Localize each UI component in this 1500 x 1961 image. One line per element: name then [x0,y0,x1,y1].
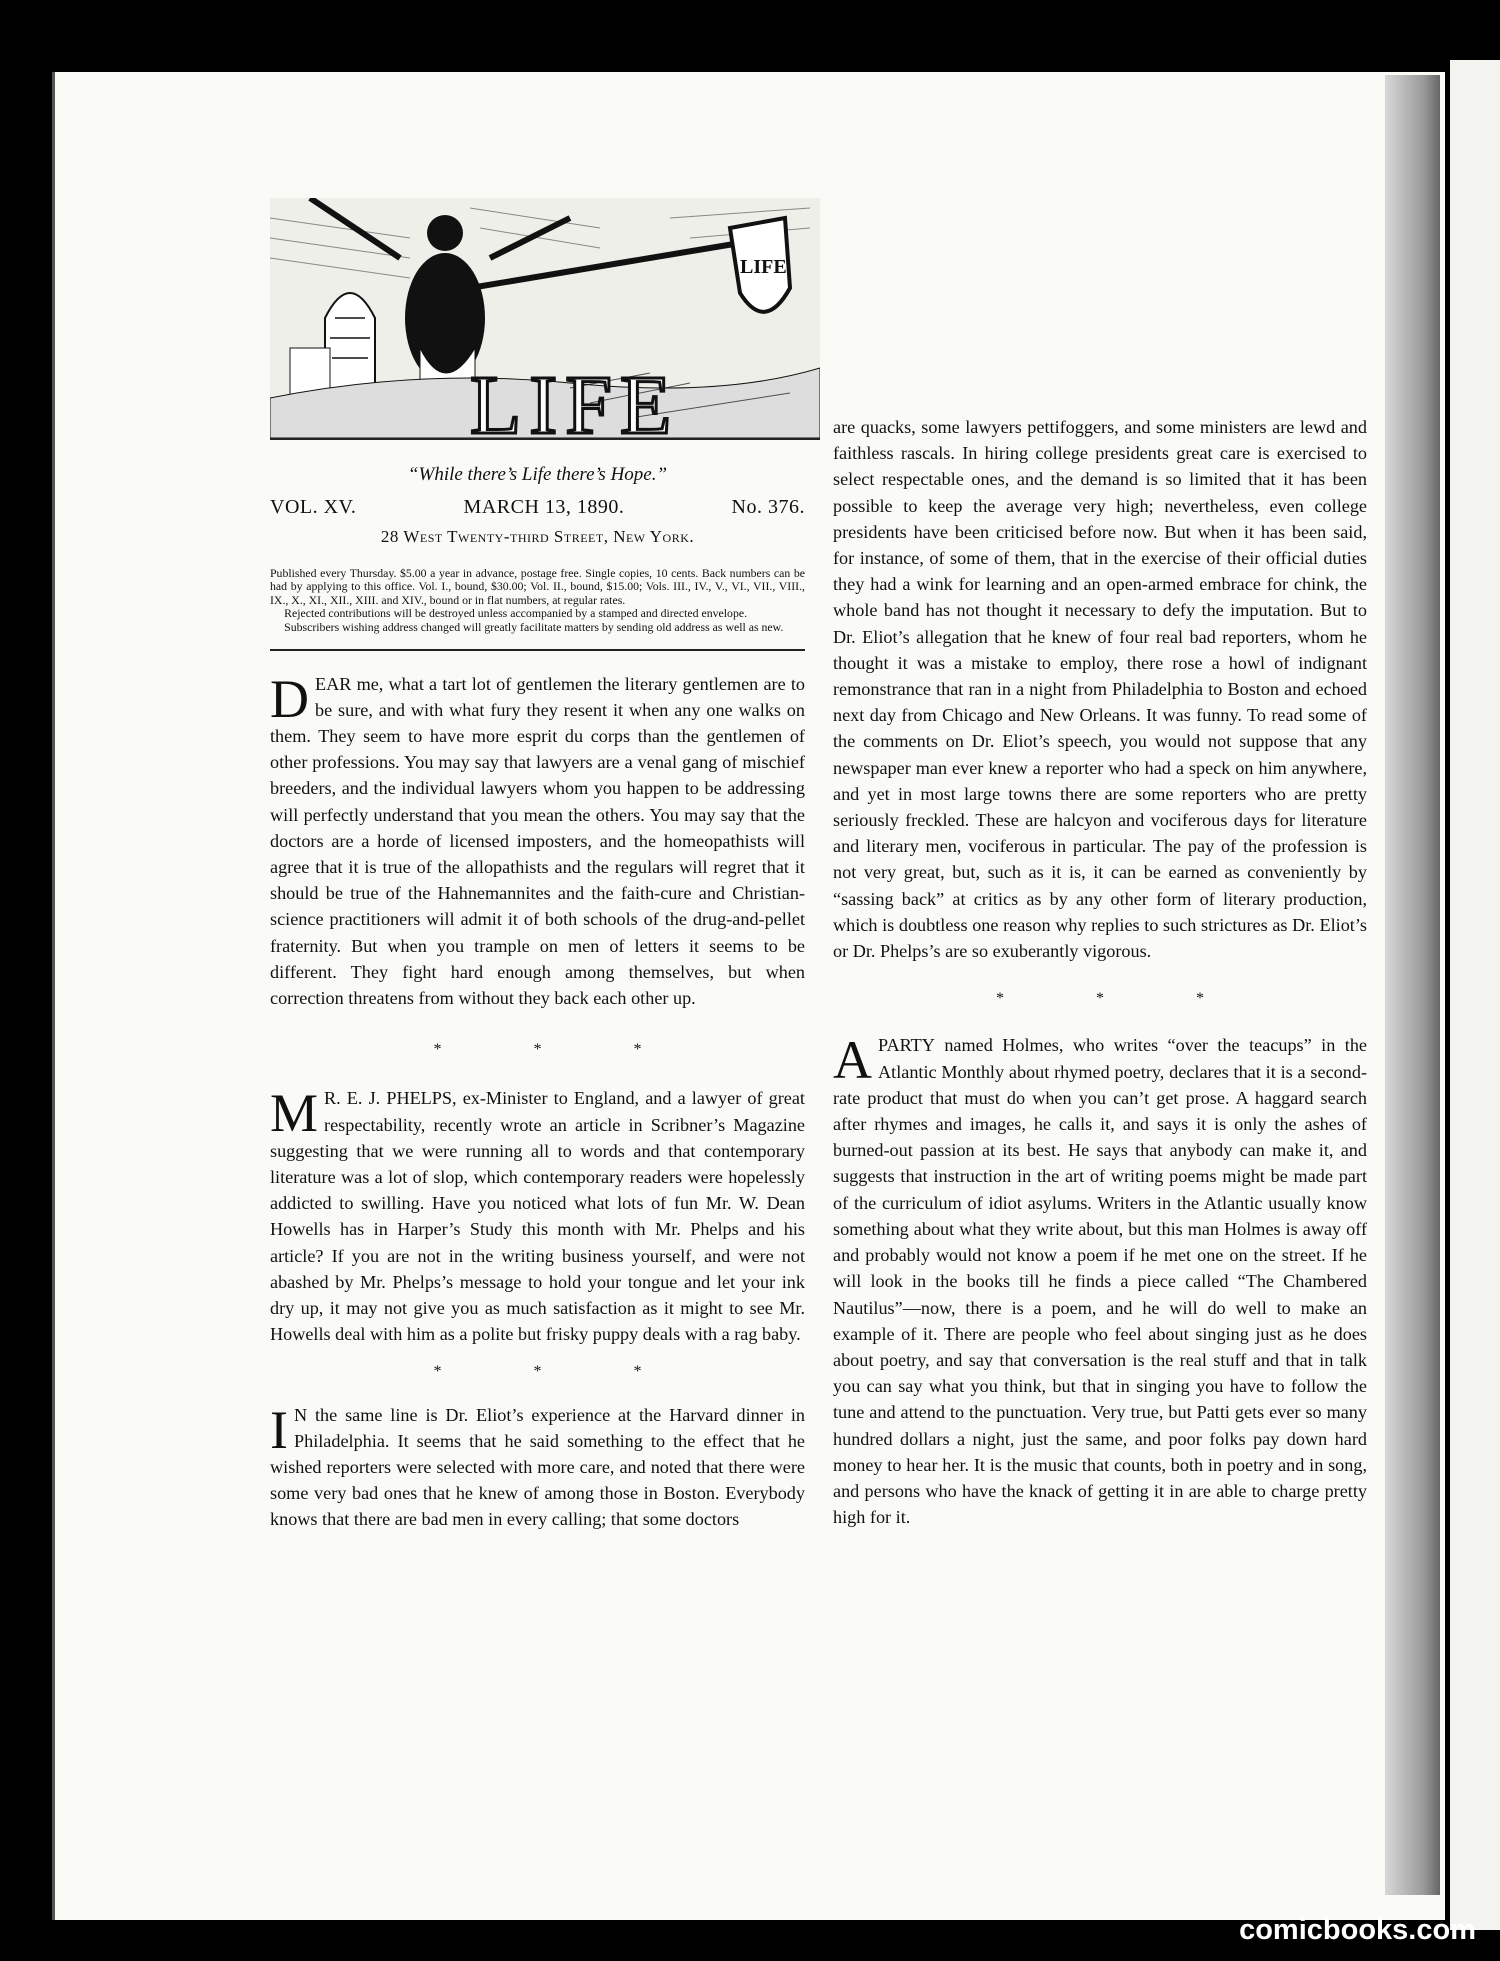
publication-note: Published every Thursday. $5.00 a year in advance, postage free. Single copies, 10 cents. Back numbers can be had by applying to this office. Vol. I., bound, $30.00; Vol. II., bound, $15.00; Vols. III., IV., V., VI., VII., VIII., IX., X., XI., XII., XIII. and XIV., bound or in flat numbers, at regular rates. [270,565,805,607]
article-paragraph [833,1032,1367,1530]
article-continuation: are quacks, some lawyers pettifoggers, and some ministers are lewd and faithless rascals. In hiring college presidents great care is exercised to select respectable ones, and the demand is so limited that it has been possible to keep the average very high; nevertheless, even college presidents have been criticised before now. But when it has been said, for instance, of some of them, that in the exercise of their official duties they had a wink for learning and an open-armed embrace for chink, the whole band has not thought it necessary to defy the imputation. But to Dr. Eliot’s allegation that he knew of four real bad reporters, whom he thought it was a mistake to employ, there rose a howl of indignant remonstrance that ran in a night from Philadelphia to Boston and echoed next day from Chicago and New Orleans. It was funny. To read some of the comments on Dr. Eliot’s speech, you would not suppose that any newspaper man ever knew a reporter who had a speck on him anywhere, and yet in most large towns there are some reporters who are pretty seriously freckled. These are halcyon and vociferous days for literature and literary men, vociferous in particular. The pay of the profession is not very great, but, such as it is, it can be earned as conveniently by “sassing back” at critics as by any other form of literary production, which is doubtless one reason why replies to such strictures as Dr. Eliot’s or Dr. Phelps’s are so exuberantly vigorous. [833,417,1367,962]
section-separator: * * * [433,1363,686,1381]
left-column [270,462,805,1533]
publication-note: Subscribers wishing address changed will greatly facilitate matters by sending old address as well as new. [284,619,784,634]
article-paragraph [270,1399,805,1533]
svg-text:LIFE: LIFE [740,256,787,278]
office-address: 28 West Twenty-third Street, New York. [380,527,695,547]
paragraph-text: the same line is Dr. Eliot’s experience at the Harvard dinner in Philadelphia. It seems that he said something to the effect that he wished reporters were selected with more care, and noted that there were some very bad ones that he knew of among those in Boston. Everybody knows that there are bad men in every calling; that some doctors [270,1404,805,1530]
masthead-motto: “While there’s Life there’s Hope.” [407,464,668,485]
masthead-title: LIFE [470,359,680,438]
drop-cap: M [270,1083,319,1144]
section-rule [270,649,805,651]
lead-words: PARTY [878,1035,935,1056]
paragraph-text: ex-Minister to England, and a lawyer of great respectability, recently wrote an article in Scribner’s Magazine suggesting that we were running all to words and that contemporary literature was a lot of slop, which contemporary readers were hopelessly addicted to swilling. Have you noticed what lots of fun Mr. W. Dean Howells has in Harper’s Study this month with Mr. Phelps and his article? If you are not in the writing business yourself, and were not abashed by Mr. Phelps’s message to hold your tongue and let your ink dry up, it may not give you as much satisfaction as it might to see Mr. Howells deal with him as a polite but frisky puppy deals with a rag baby. [270,1088,805,1345]
issue-date: MARCH 13, 1890. [463,496,625,519]
book-spine-shadow [1385,75,1440,1895]
drop-cap: D [270,668,309,729]
drop-cap: A [833,1030,872,1091]
paragraph-text: named Holmes, who writes “over the teacups” in the Atlantic Monthly about rhymed poetry, declares that it is a second-rate product that must do when you can’t get prose. A haggard search after rhymes and images, he calls it, and says it is only the ashes of burned-out passion at its best. He says that anybody can make it, and suggests that instruction in the art of writing poems might be made part of the curriculum of idiot asylums. Writers in the Atlantic usually know something about what they write about, but this man Holmes is away off and probably would not know a poem if he met one on the street. If he will look in the books till he finds a piece called “The Chambered Nautilus”—now, there is a poem, and he will do well to make an example of it. There are people who feel about singing just as he does about poetry, and say that conversation is the real stuff and that in talk you can say what you think, but that in singing you have to follow the tune and attend to the punctuation. Very true, but Patti gets ever so many hundred dollars a night, just the same, and poor folks pay down hard money to hear her. It is the music that counts, both in poetry and in song, and persons who have the knack of getting it in are able to charge pretty high for it. [833,1035,1367,1528]
paragraph-text: me, what a tart lot of gentlemen the literary gentlemen are to be sure, and with what fury they resent it when any one walks on them. They seem to have more esprit du corps than the gentlemen of other professions. You may say that lawyers are a venal gang of mischief breeders, and the individual lawyers whom you happen to be addressing will perfectly understand that you mean the others. You may say that the doctors are a horde of licensed imposters, and the homeopathists will agree that it is true of the allopathists and the regulars will regret that it should be true of the Hahnemannites and the faith-cure and Christian-science practitioners will admit it of both schools of the drug-and-pellet fraternity. But when you trample on men of letters it seems to be different. They fight hard enough among themselves, but when correction threatens from without they back each other up. [270,673,805,1009]
adjacent-page-edge [1450,60,1500,1930]
watermark: comicbooks.com [1239,1914,1476,1946]
lead-words: R. E. J. PHELPS, [324,1088,457,1109]
issue-line [270,494,805,520]
masthead-illustration [270,198,820,440]
issue-number: No. 376. [731,496,805,519]
article-paragraph [270,668,805,1012]
drop-cap: I [270,1399,288,1460]
lead-words: EAR [315,673,352,694]
article-paragraph [270,1085,805,1347]
right-column [833,414,1367,1530]
section-separator: * * * [433,1041,686,1059]
volume-number: VOL. XV. [270,496,357,519]
publication-note: Rejected contributions will be destroyed unless accompanied by a stamped and directed envelope. [284,606,748,621]
section-separator: * * * [996,990,1248,1008]
lead-words: N [293,1404,308,1425]
